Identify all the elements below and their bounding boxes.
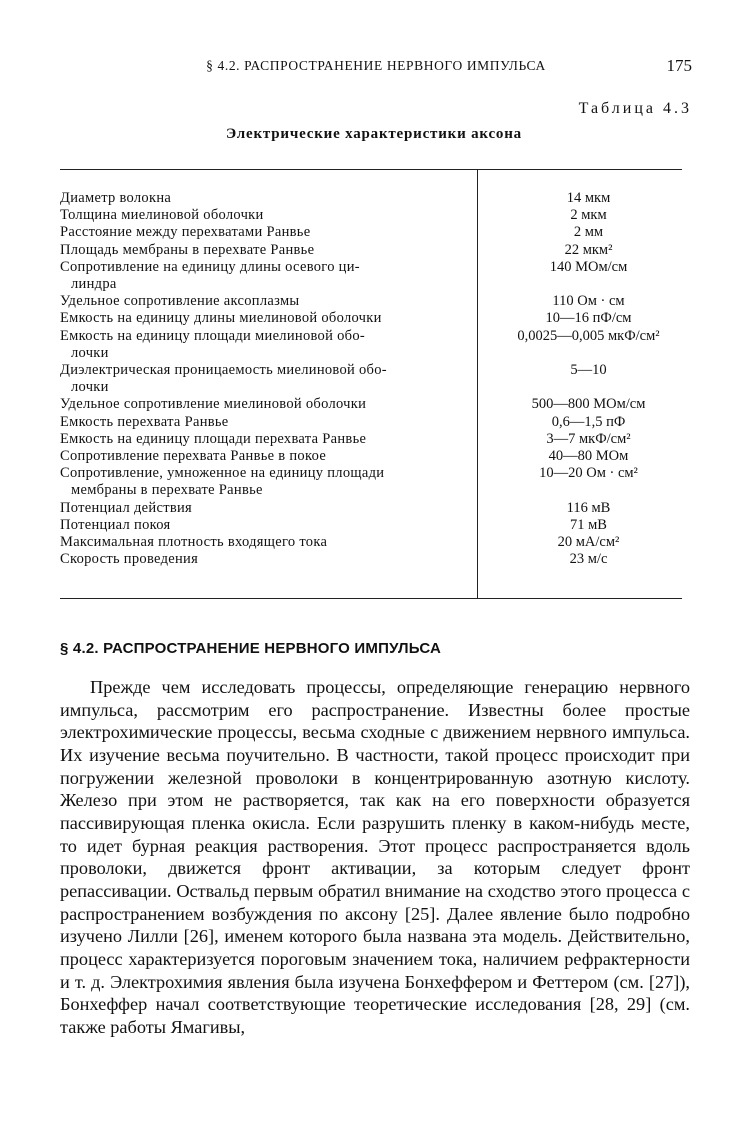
param-text: Максимальная плотность входящего тока (60, 534, 328, 551)
table-param-cell (60, 431, 477, 448)
table-param-cell (60, 534, 477, 551)
table-param-cell (60, 551, 477, 568)
table-row (60, 431, 682, 448)
param-text: Потенциал действия (60, 499, 193, 516)
table-param-cell (60, 293, 477, 310)
table-row (60, 551, 682, 568)
table-value-cell: 3—7 мкФ/см² (546, 430, 631, 447)
table-title: Электрические характеристики аксона (226, 126, 522, 142)
table-param-cell (60, 259, 477, 293)
table-row (60, 396, 682, 413)
table-value-cell: 2 мкм (570, 207, 607, 224)
section-heading: § 4.2. РАСПРОСТРАНЕНИЕ НЕРВНОГО ИМПУЛЬСА (60, 640, 442, 657)
table-value-cell: 5—10 (570, 362, 607, 379)
param-text: Диаметр волокна (60, 190, 172, 206)
table-value-cell: 140 МОм/см (549, 258, 628, 275)
table-row (60, 242, 682, 259)
table-param-cell (60, 517, 477, 534)
table-value-cell: 10—16 пФ/см (545, 310, 632, 327)
table-top-rule (60, 169, 682, 170)
table-row (60, 328, 682, 362)
param-text: Площадь мембраны в перехвате Ранвье (60, 241, 315, 258)
param-text: Емкость на единицу длины миелиновой оболочки (60, 310, 382, 327)
table-row (60, 259, 682, 293)
table-row (60, 534, 682, 551)
table-param-cell (60, 396, 477, 413)
param-text: Удельное сопротивление миелиновой оболочки (60, 396, 367, 413)
table-value-cell: 22 мкм² (564, 241, 613, 258)
table-row (60, 224, 682, 241)
param-text: Диэлектрическая проницаемость миелиновой обо- (60, 362, 387, 379)
table-value-cell: 20 мА/см² (557, 534, 620, 551)
param-text-continuation: линдра (71, 276, 117, 293)
param-text: Потенциал покоя (60, 516, 171, 533)
table-value-cell: 10—20 Ом · см² (539, 465, 638, 482)
table-value-cell: 23 м/с (569, 551, 608, 568)
param-text-continuation: лочки (71, 379, 109, 396)
table-row (60, 465, 682, 499)
table-param-cell (60, 465, 477, 499)
table-value-cell: 71 мВ (570, 516, 607, 533)
table-param-cell (60, 190, 477, 207)
param-text: Толщина миелиновой оболочки (60, 207, 264, 224)
table-value-cell: 0,6—1,5 пФ (551, 413, 626, 430)
table-value-cell: 40—80 МОм (548, 448, 629, 465)
table-param-cell (60, 328, 477, 362)
body-paragraph: Прежде чем исследовать процессы, определяющие генерацию нервного импульса, рассмотрим его распространение. Известны более простые электрохимические процессы, весьма сходные с движением нервного импульса. Их изучение весьма поучительно. В частности, такой процесс происходит при погружении железной проволоки в концентрированную азотную кислоту. Железо при этом не растворяется, так как на его поверхности образуется пассивирующая пленка окисла. Если разрушить пленку в каком-нибудь месте, то идет бурная реакция растворения. Этот процесс распространяется вдоль проволоки, движется фронт активации, за которым следует фронт репассивации. Оствальд первым обратил внимание на сходство этого процесса с распространением возбуждения по аксону [25]. Далее явление было подробно изучено Лилли [26], именем которого была названа эта модель. Действительно, процесс характеризуется пороговым значением тока, наличием рефрактерности и т. д. Электрохимия явления была изучена Бонхеффером и Феттером (см. [27]), Бонхеффер начал соответствующие теоретические исследования [28, 29] (см. также работы Ямагивы, (60, 677, 690, 1037)
table-value-cell: 116 мВ (566, 499, 611, 516)
table-param-cell (60, 448, 477, 465)
table-param-cell (60, 362, 477, 396)
param-text: Емкость на единицу площади перехвата Ранвье (60, 430, 367, 447)
table-row (60, 448, 682, 465)
param-text-continuation: мембраны в перехвате Ранвье (71, 482, 263, 499)
running-head (60, 56, 692, 80)
table-value-cell: 14 мкм (566, 190, 611, 206)
table-param-cell (60, 414, 477, 431)
table-row (60, 190, 682, 207)
param-text: Удельное сопротивление аксоплазмы (60, 293, 300, 310)
param-text: Сопротивление на единицу длины осевого ци- (60, 258, 360, 275)
table-row (60, 500, 682, 517)
table-row (60, 517, 682, 534)
table-param-cell (60, 500, 477, 517)
table-label: Таблица 4.3 (578, 100, 692, 117)
table-value-cell: 0,0025—0,005 мкФ/см² (517, 327, 660, 344)
table-value-cell: 110 Ом · см (552, 293, 625, 310)
running-title: § 4.2. РАСПРОСТРАНЕНИЕ НЕРВНОГО ИМПУЛЬСА (206, 58, 546, 73)
page-number: 175 (666, 56, 692, 75)
table-bottom-rule (60, 598, 682, 599)
table-value-cell: 2 мм (573, 224, 604, 241)
table-value-cell: 500—800 МОм/см (531, 396, 646, 413)
table-param-cell (60, 310, 477, 327)
table-body (60, 190, 682, 568)
table-row (60, 207, 682, 224)
param-text: Сопротивление перехвата Ранвье в покое (60, 448, 327, 465)
table-param-cell (60, 207, 477, 224)
table-param-cell (60, 242, 477, 259)
param-text: Емкость на единицу площади миелиновой обо- (60, 327, 365, 344)
table-row (60, 362, 682, 396)
table-param-cell (60, 224, 477, 241)
table-row (60, 293, 682, 310)
param-text: Скорость проведения (60, 551, 199, 568)
body-text (60, 676, 690, 1039)
table-row (60, 310, 682, 327)
param-text-continuation: лочки (71, 344, 109, 361)
param-text: Расстояние между перехватами Ранвье (60, 224, 311, 241)
table-row (60, 414, 682, 431)
param-text: Сопротивление, умноженное на единицу площади (60, 465, 385, 482)
param-text: Емкость перехвата Ранвье (60, 413, 229, 430)
